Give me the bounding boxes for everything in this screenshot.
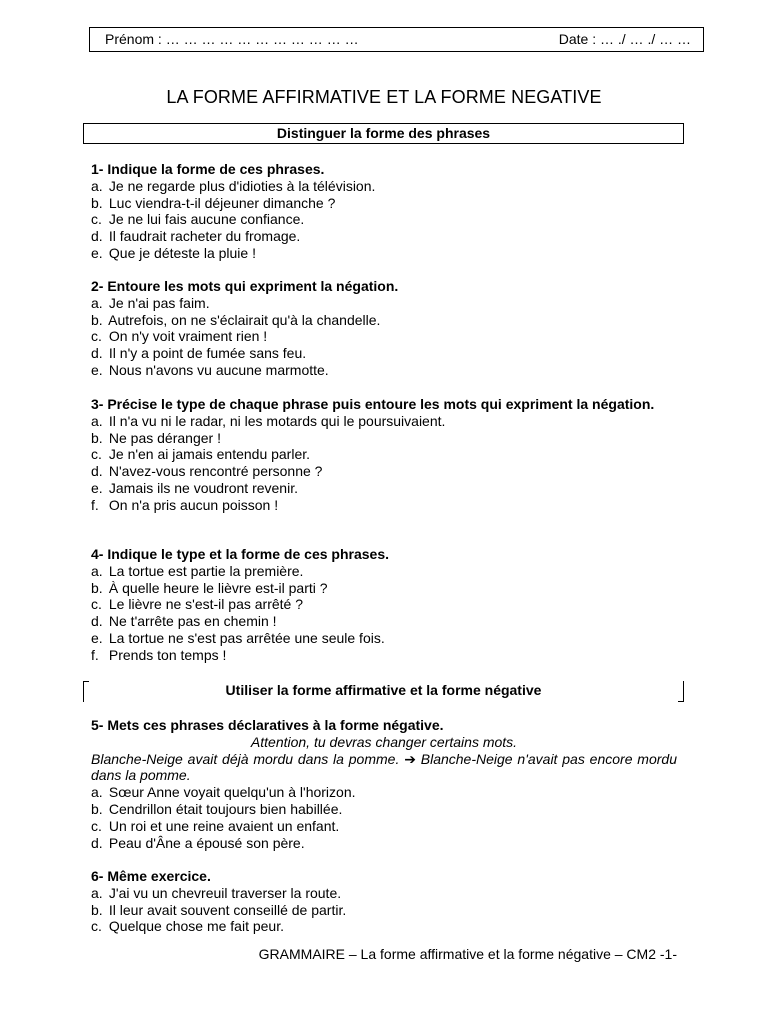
item-text: Que je déteste la pluie ! — [108, 244, 256, 261]
item-text: Il leur avait souvent conseillé de partir. — [108, 901, 347, 918]
list-item — [91, 362, 677, 379]
item-label: e. — [91, 244, 103, 261]
item-text: Ne t'arrête pas en chemin ! — [108, 613, 277, 630]
list-item — [91, 835, 677, 852]
item-text: La tortue est partie la première. — [108, 562, 304, 579]
item-text: Le lièvre ne s'est-il pas arrêté ? — [108, 596, 303, 613]
list-item — [91, 211, 677, 228]
item-label: b. — [91, 579, 103, 596]
item-text: Je n'ai pas faim. — [108, 294, 210, 311]
item-label: a. — [91, 412, 103, 429]
item-text: Je ne lui fais aucune confiance. — [108, 211, 305, 228]
item-label: b. — [91, 194, 103, 211]
item-text: Sœur Anne voyait quelqu'un à l'horizon. — [108, 784, 356, 801]
item-text: On n'y voit vraiment rien ! — [108, 328, 268, 345]
item-label: b. — [91, 429, 103, 446]
example-answer: Blanche-Neige n'avait pas encore mordu dans la pomme. — [91, 750, 677, 784]
item-label: d. — [91, 613, 103, 630]
list-item — [91, 918, 677, 935]
list-item — [91, 463, 677, 480]
list-item — [91, 312, 677, 329]
exercise-5 — [91, 717, 677, 851]
item-label: c. — [91, 328, 102, 345]
item-text: Je n'en ai jamais entendu parler. — [108, 446, 311, 463]
item-text: Il n'a vu ni le radar, ni les motards qui le poursuivaient. — [108, 412, 446, 429]
exercise-2-title: 2- Entoure les mots qui expriment la négation. — [91, 278, 399, 294]
item-text: J'ai vu un chevreuil traverser la route. — [108, 884, 342, 901]
item-text: Prends ton temps ! — [108, 646, 227, 663]
item-label: a. — [91, 294, 103, 311]
item-text: À quelle heure le lièvre est-il parti ? — [108, 579, 328, 596]
exercise-5-note: Attention, tu devras changer certains mots. — [250, 733, 518, 750]
item-label: b. — [91, 800, 103, 817]
list-item — [91, 430, 677, 447]
exercise-3 — [91, 396, 677, 514]
list-item — [91, 801, 677, 818]
list-item — [91, 497, 677, 514]
exercise-4 — [91, 546, 677, 664]
list-item — [91, 784, 677, 801]
list-item — [91, 902, 677, 919]
section-heading-use-forms: Utiliser la forme affirmative et la forme négative — [83, 681, 684, 702]
list-item — [91, 195, 677, 212]
item-label: e. — [91, 629, 103, 646]
item-label: f. — [91, 496, 99, 513]
exercise-5-example — [91, 751, 677, 785]
item-text: Il n'y a point de fumée sans feu. — [108, 345, 307, 362]
item-label: b. — [91, 901, 103, 918]
item-label: f. — [91, 646, 99, 663]
exercise-6-title: 6- Même exercice. — [91, 868, 211, 884]
list-item — [91, 446, 677, 463]
item-label: a. — [91, 884, 103, 901]
list-item — [91, 295, 677, 312]
section-heading-distinguish: Distinguer la forme des phrases — [83, 123, 684, 144]
item-text: La tortue ne s'est pas arrêtée une seule fois. — [108, 629, 385, 646]
item-label: e. — [91, 479, 103, 496]
item-label: d. — [91, 463, 103, 480]
item-text: Cendrillon était toujours bien habillée. — [108, 800, 343, 817]
item-label: c. — [91, 918, 102, 935]
item-label: d. — [91, 228, 103, 245]
list-item — [91, 580, 677, 597]
exercise-5-title: 5- Mets ces phrases déclaratives à la forme négative. — [91, 717, 444, 733]
item-text: Autrefois, on ne s'éclairait qu'à la chandelle. — [108, 311, 381, 328]
item-label: c. — [91, 446, 102, 463]
item-text: Luc viendra-t-il déjeuner dimanche ? — [108, 194, 336, 211]
list-item — [91, 328, 677, 345]
list-item — [91, 245, 677, 262]
item-label: b. — [91, 311, 103, 328]
list-item — [91, 345, 677, 362]
item-text: Il faudrait racheter du fromage. — [108, 228, 301, 245]
item-text: Jamais ils ne voudront revenir. — [108, 479, 298, 496]
list-item — [91, 563, 677, 580]
exercise-2 — [91, 278, 677, 379]
list-item — [91, 480, 677, 497]
item-text: Nous n'avons vu aucune marmotte. — [108, 361, 329, 378]
item-label: a. — [91, 562, 103, 579]
list-item — [91, 178, 677, 195]
list-item — [91, 596, 677, 613]
item-label: d. — [91, 345, 103, 362]
item-text: Ne pas déranger ! — [108, 429, 221, 446]
item-text: Quelque chose me fait peur. — [108, 918, 284, 935]
example-sentence: Blanche-Neige avait déjà mordu dans la pomme. — [91, 750, 400, 767]
item-label: a. — [91, 784, 103, 801]
item-label: e. — [91, 361, 103, 378]
list-item — [91, 613, 677, 630]
item-label: a. — [91, 177, 103, 194]
exercise-1-title: 1- Indique la forme de ces phrases. — [91, 161, 325, 177]
item-label: c. — [91, 596, 102, 613]
exercise-6 — [91, 868, 677, 935]
date-field-label: Date : … ./ … ./ … … — [558, 31, 691, 47]
list-item — [91, 818, 677, 835]
item-text: Je ne regarde plus d'idioties à la télévision. — [108, 177, 376, 194]
list-item — [91, 630, 677, 647]
item-label: c. — [91, 211, 102, 228]
page-title: LA FORME AFFIRMATIVE ET LA FORME NEGATIVE — [166, 87, 602, 107]
item-text: Peau d'Âne a épousé son père. — [108, 834, 305, 851]
list-item — [91, 885, 677, 902]
exercise-3-title: 3- Précise le type de chaque phrase puis entoure les mots qui expriment la négation. — [91, 396, 655, 412]
list-item — [91, 228, 677, 245]
item-label: d. — [91, 834, 103, 851]
name-date-header — [89, 27, 704, 52]
item-label: c. — [91, 817, 102, 834]
arrow-right-icon: ➔ — [404, 750, 416, 767]
exercise-1 — [91, 161, 677, 262]
prenom-field-label: Prénom : … … … … … … … … … … … — [105, 31, 359, 47]
list-item — [91, 647, 677, 664]
item-text: Un roi et une reine avaient un enfant. — [108, 817, 340, 834]
list-item — [91, 413, 677, 430]
item-text: On n'a pris aucun poisson ! — [108, 496, 279, 513]
exercise-4-title: 4- Indique le type et la forme de ces phrases. — [91, 546, 389, 562]
page-footer: GRAMMAIRE – La forme affirmative et la forme négative – CM2 -1- — [258, 946, 677, 962]
item-text: N'avez-vous rencontré personne ? — [108, 463, 323, 480]
